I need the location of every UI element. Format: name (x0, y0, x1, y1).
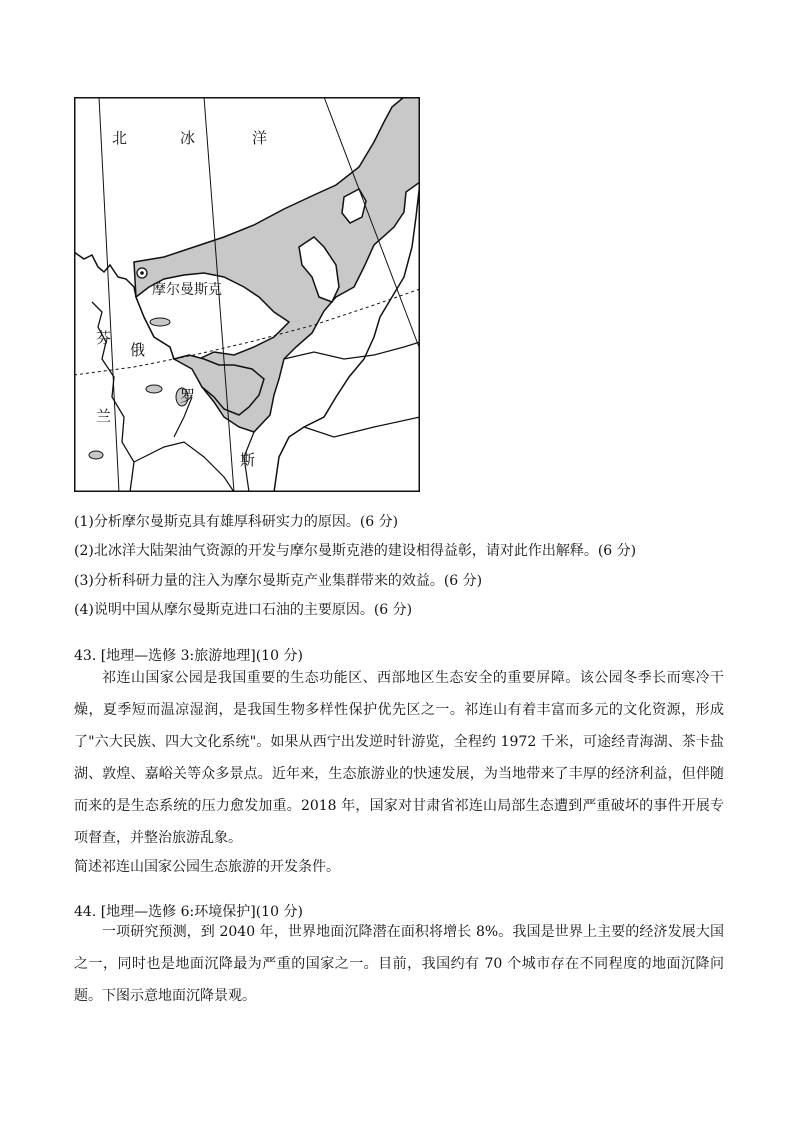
q44-heading: 44. [地理—选修 6:环境保护](10 分) (74, 904, 303, 920)
murmansk-map (74, 97, 420, 492)
map-label-ocean-2: 冰 (180, 129, 196, 147)
q44-paragraph: 一项研究预测，到 2040 年，世界地面沉降潜在面积将增长 8%。我国是世界上主要的经济发展大国之一，同时也是地面沉降最为严重的国家之一。目前，我国约有 70 个城市存在不同程度的地面沉降问题。下图示意地面沉降景观。 (74, 924, 724, 1004)
q43-heading: 43. [地理—选修 3:旅游地理](10 分) (74, 648, 303, 664)
map-label-ocean-1: 北 (112, 129, 128, 147)
question-1: (1)分析摩尔曼斯克具有雄厚科研实力的原因。(6 分) (74, 514, 399, 530)
map-figure (74, 97, 420, 492)
lake (146, 385, 162, 393)
q43-paragraph: 祁连山国家公园是我国重要的生态功能区、西部地区生态安全的重要屏障。该公园冬季长而寒冷干燥，夏季短而温凉湿润，是我国生物多样性保护优先区之一。祁连山有着丰富而多元的文化资源，形成了"六大民族、四大文化系统"。如果从西宁出发逆时针游览，全程约 1972 千米，可途经青海湖、茶卡盐湖、敦煌、嘉峪关等众多景点。近年来，生态旅游业的快速发展，为当地带来了丰厚的经济利益，但伴随而来的是生态系统的压力愈发加重。2018 年，国家对甘肃省祁连山局部生态遭到严重破坏的事件开展专项督查，并整治旅游乱象。 (74, 670, 724, 846)
q43-task: 简述祁连山国家公园生态旅游的开发条件。 (74, 859, 340, 875)
lake (89, 451, 103, 459)
map-label-russia-3: 斯 (240, 451, 256, 469)
map-label-finland-1: 芬 (96, 329, 112, 347)
lake (150, 318, 170, 326)
question-2: (2)北冰洋大陆架油气资源的开发与摩尔曼斯克港的建设相得益彰，请对此作出解释。(6 分) (74, 543, 637, 559)
map-label-russia-1: 俄 (130, 341, 146, 359)
map-label-finland-2: 兰 (96, 407, 112, 425)
map-label-russia-2: 罗 (180, 387, 196, 405)
map-label-murmansk: 摩尔曼斯克 (152, 282, 222, 298)
question-3: (3)分析科研力量的注入为摩尔曼斯克产业集群带来的效益。(6 分) (74, 573, 483, 589)
question-4: (4)说明中国从摩尔曼斯克进口石油的主要原因。(6 分) (74, 602, 413, 618)
map-label-ocean-3: 洋 (252, 129, 268, 147)
